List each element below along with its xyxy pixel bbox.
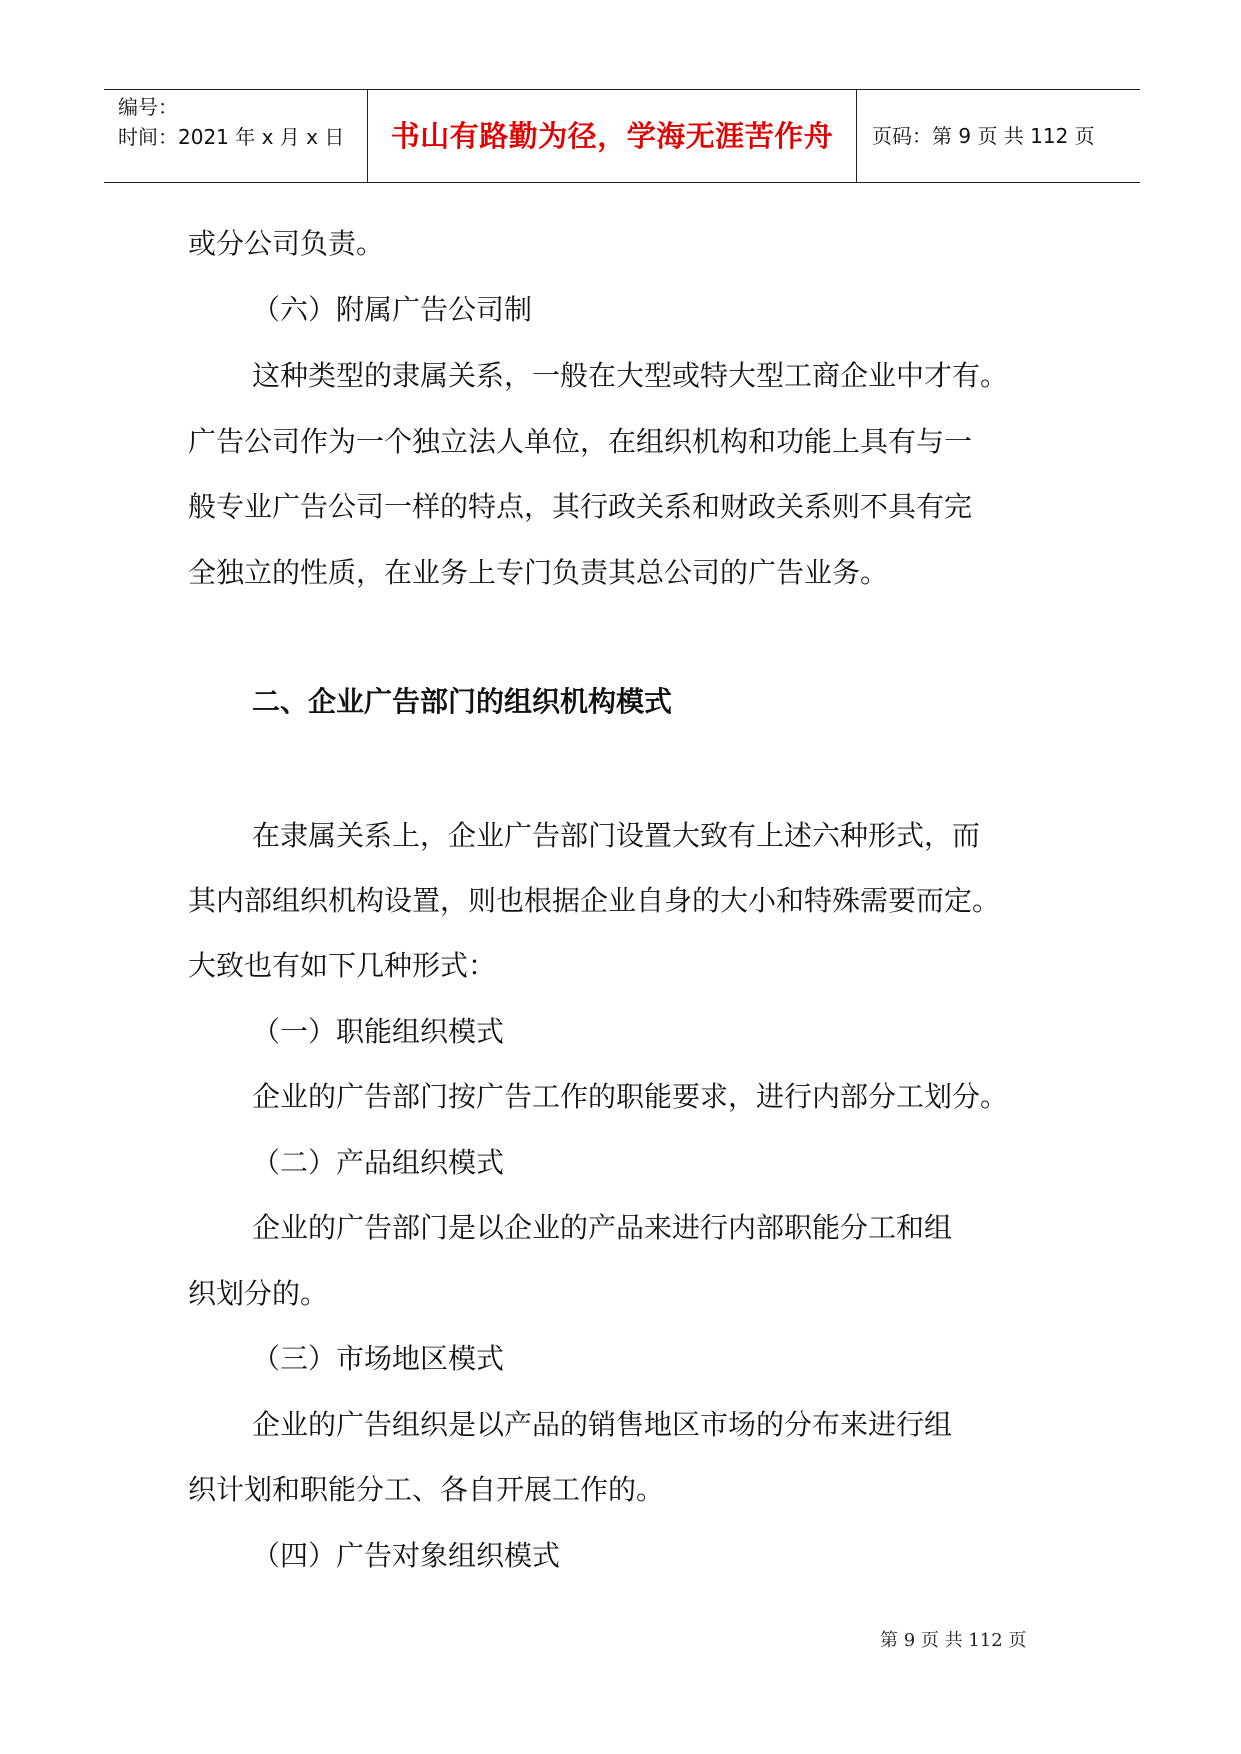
page-footer: 第 9 页 共 112 页 xyxy=(880,1630,1027,1651)
paragraph-line: 织划分的。 xyxy=(188,1277,329,1310)
header-page-number: 页码：第 9 页 共 112 页 xyxy=(872,124,1095,148)
paragraph-line: 或分公司负责。 xyxy=(188,227,385,260)
header-motto: 书山有路勤为径，学海无涯苦作舟 xyxy=(390,119,834,153)
paragraph-line: 广告公司作为一个独立法人单位，在组织机构和功能上具有与一 xyxy=(188,425,973,458)
paragraph-line: 企业的广告部门按广告工作的职能要求，进行内部分工划分。 xyxy=(252,1080,1009,1113)
paragraph-line: 企业的广告部门是以企业的产品来进行内部职能分工和组 xyxy=(252,1211,953,1244)
section-subheading: （二）产品组织模式 xyxy=(252,1146,505,1179)
paragraph-line: 大致也有如下几种形式： xyxy=(188,949,497,982)
document-time-label: 时间：2021 年 x 月 x 日 xyxy=(118,125,345,149)
section-subheading: （六）附属广告公司制 xyxy=(252,293,533,326)
paragraph-line: 在隶属关系上，企业广告部门设置大致有上述六种形式，而 xyxy=(252,819,981,852)
paragraph-line: 织计划和职能分工、各自开展工作的。 xyxy=(188,1473,665,1506)
section-heading: 二、企业广告部门的组织机构模式 xyxy=(252,685,673,718)
section-subheading: （四）广告对象组织模式 xyxy=(252,1539,561,1572)
paragraph-line: 其内部组织机构设置，则也根据企业自身的大小和特殊需要而定。 xyxy=(188,884,1001,917)
paragraph-line: 全独立的性质，在业务上专门负责其总公司的广告业务。 xyxy=(188,556,889,589)
paragraph-line: 这种类型的隶属关系，一般在大型或特大型工商企业中才有。 xyxy=(252,359,1009,392)
document-number-label: 编号： xyxy=(118,95,178,119)
header-table xyxy=(104,89,1140,183)
header-meta xyxy=(118,92,344,152)
paragraph-line: 般专业广告公司一样的特点，其行政关系和财政关系则不具有完 xyxy=(188,490,973,523)
section-subheading: （三）市场地区模式 xyxy=(252,1342,505,1375)
section-subheading: （一）职能组织模式 xyxy=(252,1015,505,1048)
header-divider xyxy=(856,90,857,182)
paragraph-line: 企业的广告组织是以产品的销售地区市场的分布来进行组 xyxy=(252,1408,953,1441)
